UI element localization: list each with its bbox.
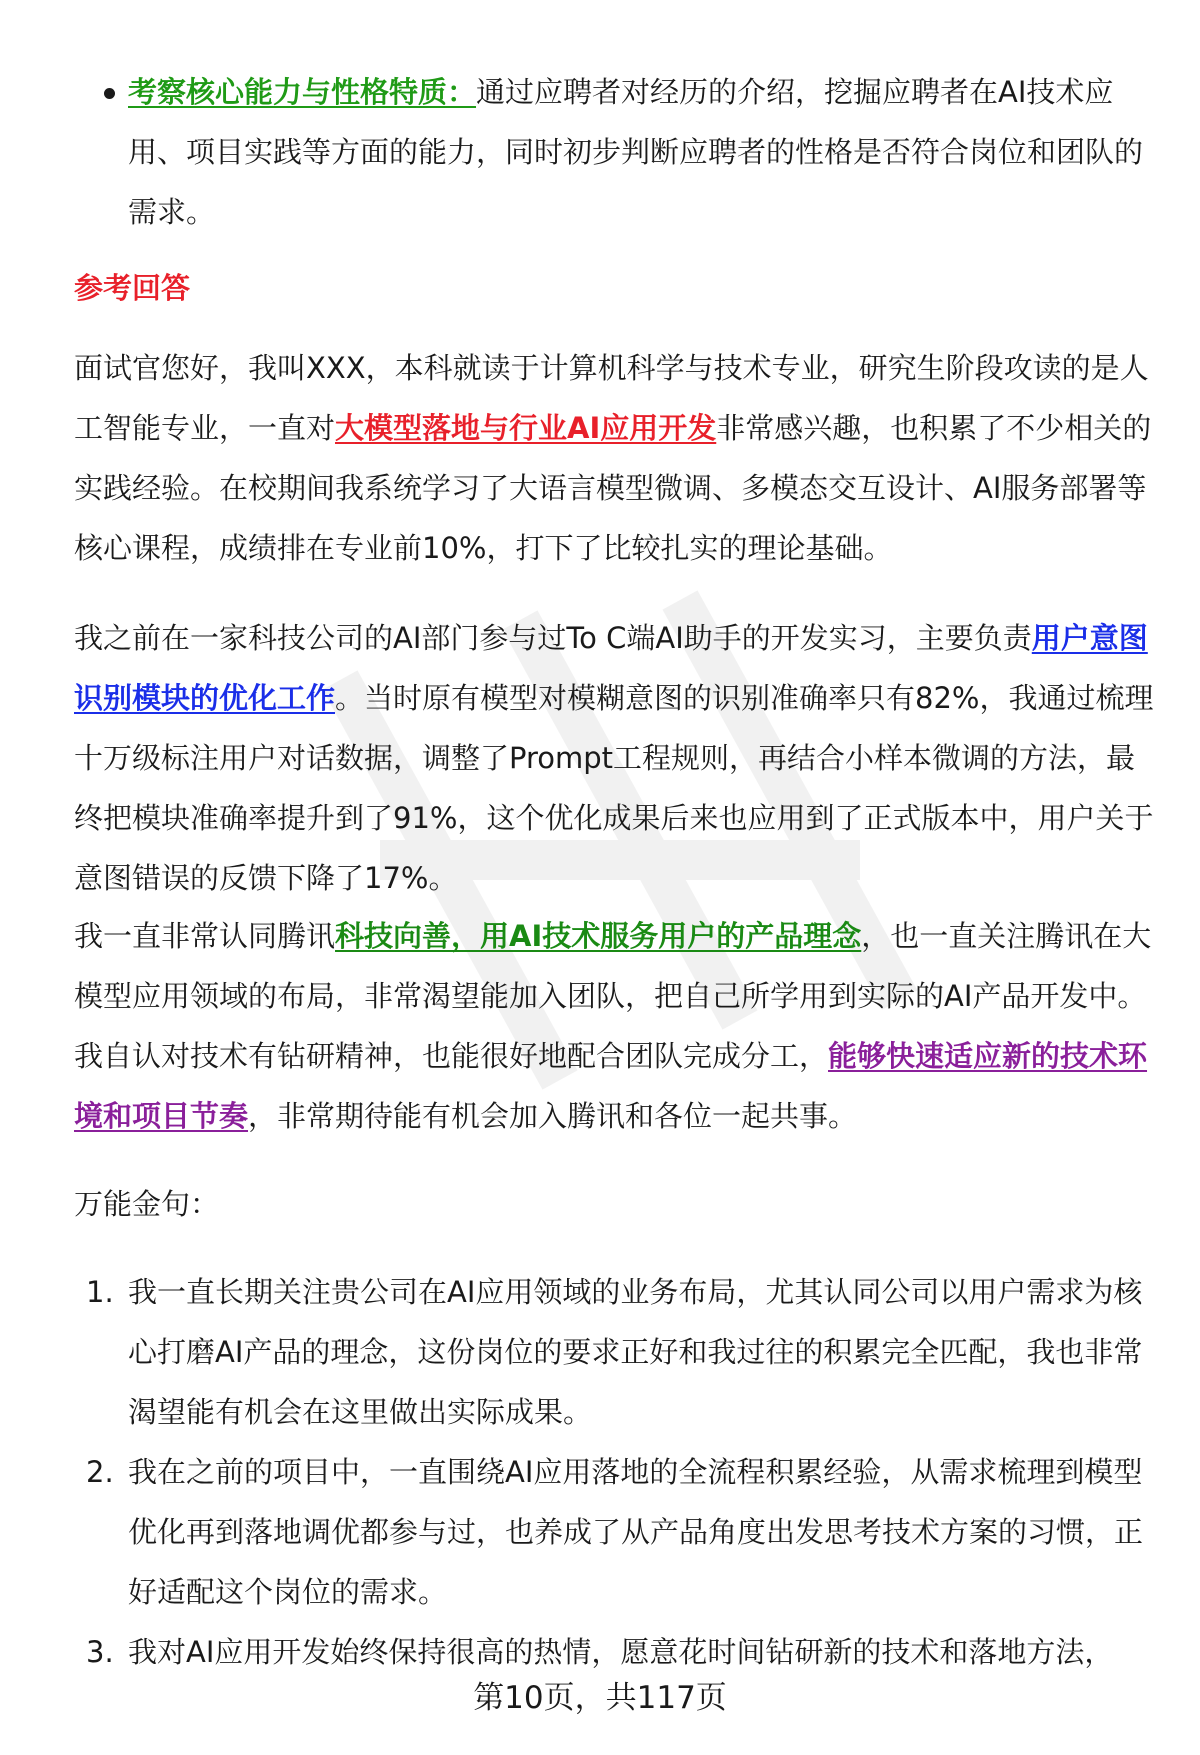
para1-highlight: 大模型落地与行业AI应用开发: [335, 411, 717, 445]
para2-highlight: 用户意图识别模块的优化工作: [74, 621, 1148, 715]
bullet-text: [128, 62, 1154, 242]
para3-text-b: ，也一直关注腾讯在大模型应用领域的布局，非常渴望能加入团队，把自己所学用到实际的AI产品开发中。我自认对技术有钻研精神，也能很好地配合团队完成分工，: [74, 919, 1152, 1073]
list-number: 3.: [86, 1635, 114, 1669]
para1-text-a: 面试官您好，我叫XXX，本科就读于计算机科学与技术专业，研究生阶段攻读的是人工智能专业，一直对: [74, 351, 1149, 445]
para3-highlight-purple: 能够快速适应新的技术环境和项目节奏: [74, 1039, 1148, 1133]
para2-text-b: 。当时原有模型对模糊意图的识别准确率只有82%，我通过梳理十万级标注用户对话数据，调整了Prompt工程规则，再结合小样本微调的方法，最终把模块准确率提升到了91%，这个优化成果后来也应用到了正式版本中，用户关于意图错误的反馈下降了17%。: [74, 681, 1154, 895]
reference-heading: 参考回答: [74, 271, 191, 305]
bullet-lead: 考察核心能力与性格特质：: [128, 75, 477, 109]
page-footer: 第10页，共117页: [473, 1680, 727, 1716]
para3-text-c: ，非常期待能有机会加入腾讯和各位一起共事。: [248, 1099, 858, 1133]
paragraph-intro: [74, 338, 1154, 578]
list-item: [74, 1442, 1154, 1622]
para3-highlight-green: 科技向善，用AI技术服务用户的产品理念: [335, 919, 862, 953]
golden-heading: 万能金句：: [74, 1187, 220, 1221]
list-text: 我一直长期关注贵公司在AI应用领域的业务布局，尤其认同公司以用户需求为核心打磨AI产品的理念，这份岗位的要求正好和我过往的积累完全匹配，我也非常渴望能有机会在这里做出实际成果。: [128, 1275, 1143, 1429]
bullet-item: [74, 62, 1154, 242]
paragraph-motivation: [74, 906, 1154, 1146]
bullet-dot-icon: [104, 88, 115, 99]
list-text: 我对AI应用开发始终保持很高的热情，愿意花时间钻研新的技术和落地方法，: [128, 1635, 1114, 1669]
list-text: 我在之前的项目中，一直围绕AI应用落地的全流程积累经验，从需求梳理到模型优化再到落地调优都参与过，也养成了从产品角度出发思考技术方案的习惯，正好适配这个岗位的需求。: [128, 1455, 1144, 1609]
para1-text-b: 非常感兴趣，也积累了不少相关的实践经验。在校期间我系统学习了大语言模型微调、多模态交互设计、AI服务部署等核心课程，成绩排在专业前10%，打下了比较扎实的理论基础。: [74, 411, 1152, 565]
para2-text-a: 我之前在一家科技公司的AI部门参与过To C端AI助手的开发实习，主要负责: [74, 621, 1032, 655]
list-number: 1.: [86, 1275, 114, 1309]
list-item: [74, 1262, 1154, 1442]
paragraph-internship: [74, 608, 1154, 908]
list-number: 2.: [86, 1455, 114, 1489]
bullet-body: 通过应聘者对经历的介绍，挖掘应聘者在AI技术应用、项目实践等方面的能力，同时初步判断应聘者的性格是否符合岗位和团队的需求。: [128, 75, 1144, 229]
para3-text-a: 我一直非常认同腾讯: [74, 919, 336, 953]
